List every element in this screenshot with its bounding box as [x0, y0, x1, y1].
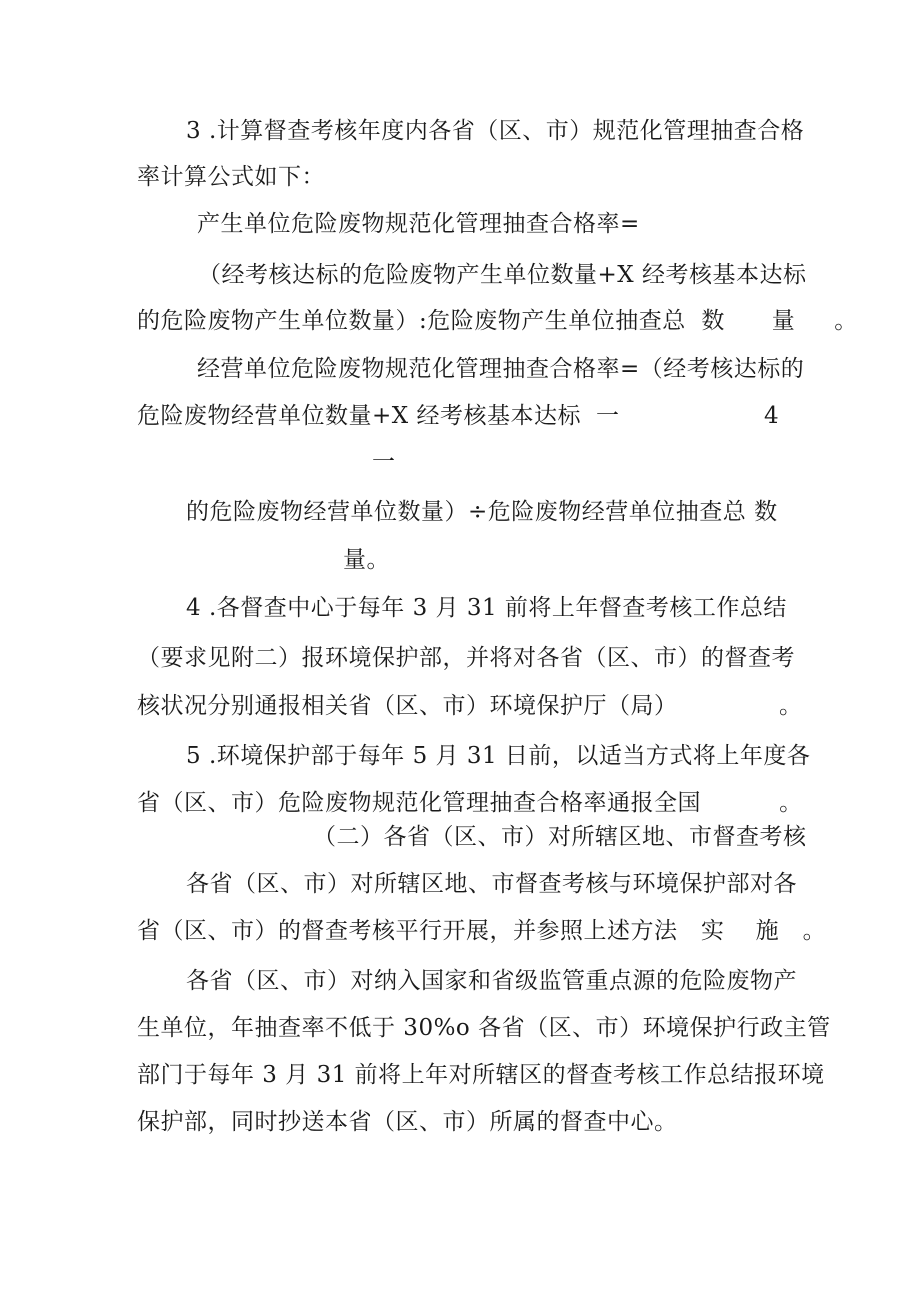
subsection-para1-line2: 省（区、市）的督查考核平行开展，并参照上述方法 实 施 。 — [137, 918, 827, 944]
subsection-para2-line2: 生单位，年抽查率不低于 30%o 各省（区、市）环境保护行政主管 — [137, 1015, 831, 1041]
subsection-heading: （二）各省（区、市）对所辖区地、市督查考核 — [313, 824, 807, 850]
formula1-line1: （经考核达标的危险废物产生单位数量+X 经考核基本达标 — [198, 262, 807, 288]
section3-line1: 3 .计算督查考核年度内各省（区、市）规范化管理抽查合格 — [186, 118, 805, 144]
subsection-para1-line1: 各省（区、市）对所辖区地、市督查考核与环境保护部对各 — [186, 871, 797, 897]
formula2-superscript-4: 4 — [764, 403, 780, 429]
formula2-line3: 的危险废物经营单位数量）÷危险废物经营单位抽查总 数 — [186, 499, 778, 525]
formula2-line4: 量。 — [343, 547, 390, 573]
section3-line2: 率计算公式如下： — [137, 164, 325, 190]
formula2-line2: 危险废物经营单位数量+X 经考核基本达标 — [137, 403, 581, 429]
subsection-para2-line3: 部门于每年 3 月 31 前将上年对所辖区的督查考核工作总结报环境 — [137, 1062, 825, 1088]
section4-line2: （要求见附二）报环境保护部，并将对各省（区、市）的督查考 — [137, 645, 795, 671]
section4-line1: 4 .各督查中心于每年 3 月 31 前将上年督查考核工作总结 — [186, 595, 787, 621]
formula2-dash-mark-2: 一 — [372, 449, 396, 475]
formula2-dash-mark: 一 — [596, 403, 620, 429]
subsection-para2-line1: 各省（区、市）对纳入国家和省级监管重点源的危险废物产 — [186, 968, 797, 994]
section5-line2: 省（区、市）危险废物规范化管理抽查合格率通报全国 。 — [137, 790, 803, 816]
formula2-line1: 经营单位危险废物规范化管理抽查合格率=（经考核达标的 — [197, 356, 805, 382]
section5-line1: 5 .环境保护部于每年 5 月 31 日前，以适当方式将上年度各 — [186, 743, 811, 769]
formula1-title: 产生单位危险废物规范化管理抽查合格率= — [197, 211, 640, 237]
formula1-line2: 的危险废物产生单位数量）:危险废物产生单位抽查总 数 量 。 — [137, 308, 858, 334]
subsection-para2-line4: 保护部，同时抄送本省（区、市）所属的督查中心。 — [137, 1109, 678, 1135]
section4-line3: 核状况分别通报相关省（区、市）环境保护厅（局） 。 — [137, 693, 803, 719]
